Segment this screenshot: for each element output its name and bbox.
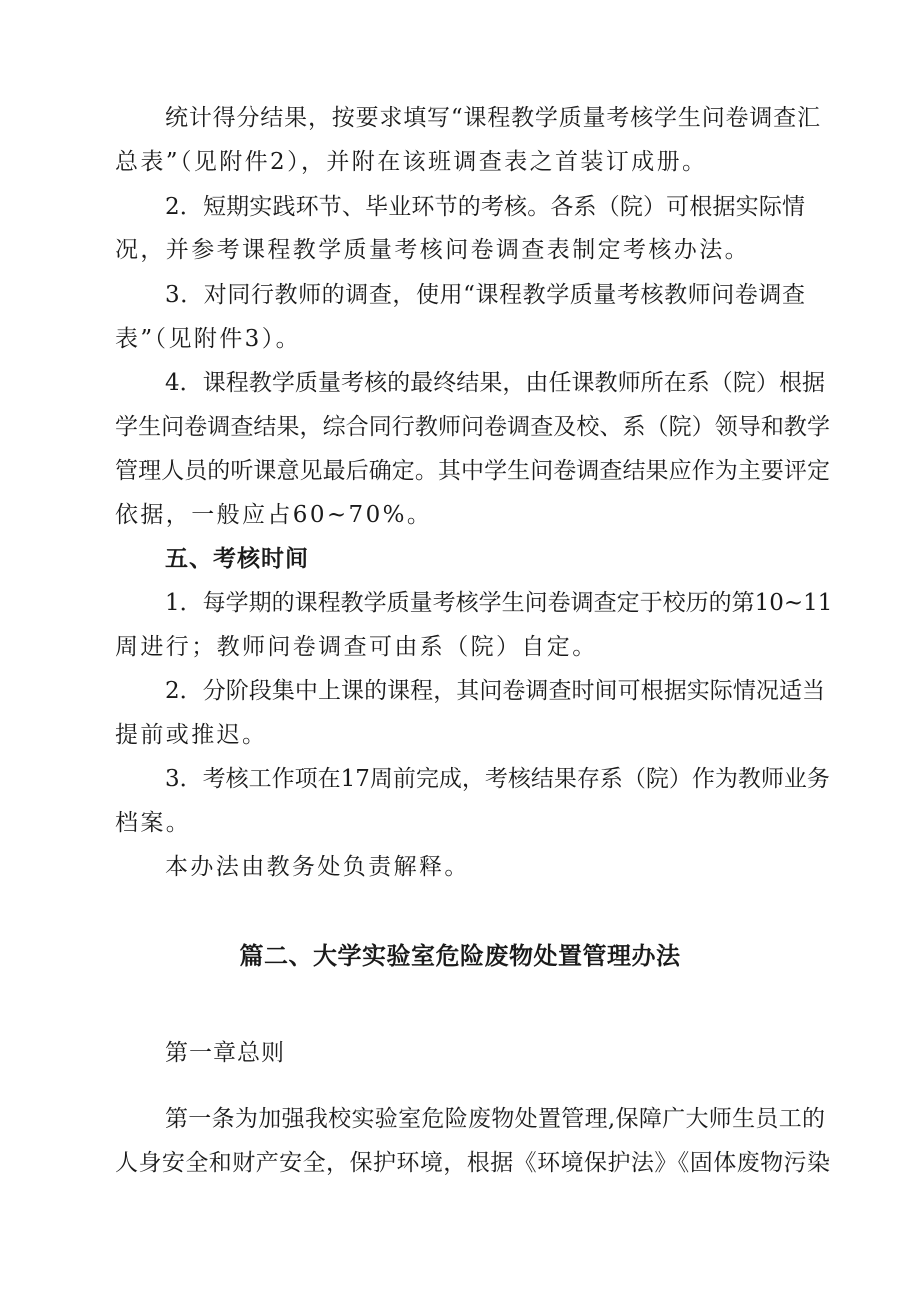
paragraph-line: 统计得分结果，按要求填写“课程教学质量考核学生问卷调查汇 [165, 105, 820, 131]
article-line: 第一条为加强我校实验室危险废物处置管理,保障广大师生员工的 [165, 1106, 825, 1132]
list-item-4: 4．课程教学质量考核的最终结果，由任课教师所在系（院）根据 [165, 370, 825, 396]
closing-line: 本办法由教务处负责解释。 [165, 854, 470, 880]
paragraph-line: 提前或推迟。 [115, 722, 268, 748]
list-item-3: 3．考核工作项在17周前完成，考核结果存系（院）作为教师业务 [165, 766, 830, 792]
paragraph-line: 管理人员的听课意见最后确定。其中学生问卷调查结果应作为主要评定 [115, 458, 830, 484]
list-item-3: 3．对同行教师的调查，使用“课程教学质量考核教师问卷调查 [165, 282, 805, 308]
paragraph-line: 档案。 [115, 810, 192, 836]
paragraph-line: 周进行；教师问卷调查可由系（院）自定。 [115, 634, 598, 660]
article-line: 人身安全和财产安全，保护环境，根据《环境保护法》《固体废物污染 [115, 1150, 830, 1176]
section-heading: 五、考核时间 [165, 546, 309, 572]
paragraph-line: 表”（见附件3）。 [115, 326, 301, 352]
list-item-1: 1．每学期的课程教学质量考核学生问卷调查定于校历的第10~11 [165, 590, 833, 616]
paragraph-line: 依据，一般应占60~70%。 [115, 502, 433, 528]
paragraph-line: 学生问卷调查结果，综合同行教师问卷调查及校、系（院）领导和教学 [115, 414, 830, 440]
paragraph-line: 况，并参考课程教学质量考核问卷调查表制定考核办法。 [115, 237, 750, 263]
paragraph-line: 总表”（见附件2），并附在该班调查表之首装订成册。 [115, 149, 708, 175]
list-item-2: 2．短期实践环节、毕业环节的考核。各系（院）可根据实际情 [165, 194, 805, 220]
document-title: 篇二、大学实验室危险废物处置管理办法 [239, 942, 681, 970]
chapter-heading: 第一章总则 [165, 1040, 285, 1066]
list-item-2: 2．分阶段集中上课的课程，其问卷调查时间可根据实际情况适当 [165, 678, 825, 704]
